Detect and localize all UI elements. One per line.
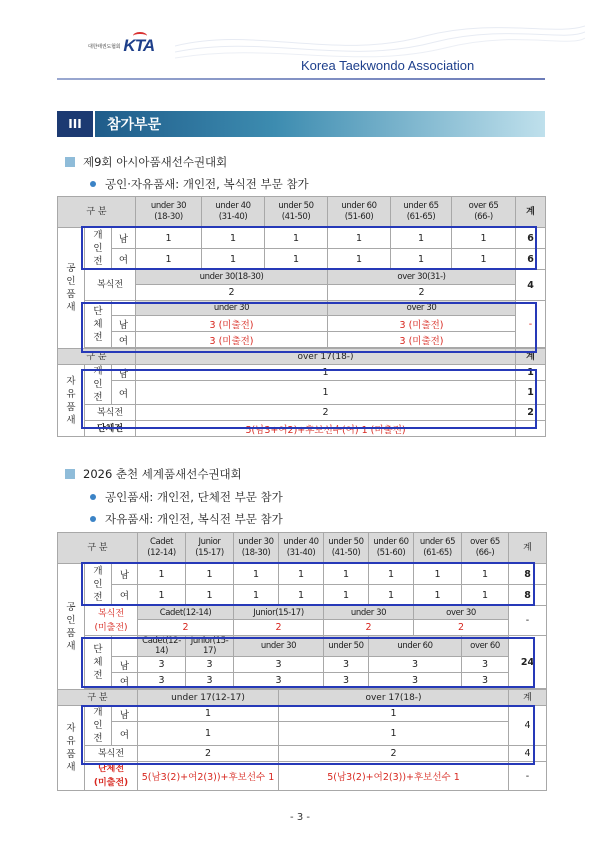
round-bullet-icon <box>90 516 96 522</box>
sub-col-header: under 30 <box>234 636 324 657</box>
table-cell: 5(남3(2)+여2(3))+후보선수 1 <box>138 762 279 791</box>
table-cell: 1 <box>138 706 279 722</box>
total-cell: 4 <box>509 746 547 762</box>
table-cell: 3 <box>186 673 234 689</box>
col-header: over 65 (66-) <box>452 197 516 228</box>
table-cell: 1 <box>462 585 509 606</box>
total-header: 계 <box>516 197 546 228</box>
total-cell: 1 <box>516 381 546 405</box>
table-cell: 3 <box>462 673 509 689</box>
table-cell: 1 <box>462 564 509 585</box>
col-header: under 30 (18-30) <box>234 533 279 564</box>
table-cell: 1 <box>186 564 234 585</box>
total-header: 계 <box>509 690 547 706</box>
total-cell: 1 <box>516 365 546 381</box>
table-cell: 1 <box>202 249 265 270</box>
col-header: under 50 (41-50) <box>324 533 369 564</box>
gubun-header: 구 분 <box>58 349 136 365</box>
danche-label: 단체전 (미출전) <box>85 762 138 791</box>
col-header: over 17(18-) <box>279 690 509 706</box>
table-cell: 3 <box>234 673 324 689</box>
event1-heading: 제9회 아시아품새선수권대회 <box>65 154 227 170</box>
table-cell: 1 <box>138 585 186 606</box>
col-header: under 60 (51-60) <box>328 197 391 228</box>
gubun-header: 구 분 <box>58 197 136 228</box>
table-cell: 1 <box>265 249 328 270</box>
sub-col-header: Junior(15-17) <box>186 636 234 657</box>
col-header: under 40 (31-40) <box>202 197 265 228</box>
gubun-header: 구 분 <box>58 690 138 706</box>
table-cell: 1 <box>186 585 234 606</box>
page-header <box>0 0 600 80</box>
table-cell: 3 <box>138 657 186 673</box>
total-header: 계 <box>516 349 546 365</box>
table-cell: 3 <box>369 673 462 689</box>
gaein-label: 개 인 전 <box>85 228 112 270</box>
table-cell: 3 <box>462 657 509 673</box>
total-cell: 2 <box>516 405 546 421</box>
sub-col-header: under 60 <box>369 636 462 657</box>
danche-label: 단 체 전 <box>85 301 112 348</box>
total-cell: 6 <box>516 228 546 249</box>
gender-label: 남 <box>112 657 138 673</box>
table-cell: 1 <box>328 228 391 249</box>
boksik-label: 복식전 <box>85 405 136 421</box>
total-cell: 8 <box>509 585 547 606</box>
col-header: under 65 (61-65) <box>391 197 452 228</box>
total-cell: 6 <box>516 249 546 270</box>
danche-label: 단 체 전 <box>85 636 112 689</box>
sub-col-header: over 30(31-) <box>328 270 516 285</box>
square-bullet-icon <box>65 469 75 479</box>
total-cell: - <box>509 762 547 791</box>
total-cell: - <box>516 421 546 437</box>
boksik-label: 복식전 (미출전) <box>85 606 138 636</box>
table-cell: 1 <box>136 228 202 249</box>
sub-col-header: Cadet(12-14) <box>138 636 186 657</box>
table-cell: 1 <box>265 228 328 249</box>
table-cell: 3 <box>234 657 324 673</box>
table-cell: 1 <box>452 249 516 270</box>
total-cell: - <box>509 606 547 636</box>
col-header: under 30 (18-30) <box>136 197 202 228</box>
col-header: over 17(18-) <box>136 349 516 365</box>
header-divider <box>57 78 545 80</box>
col-header: under 65 (61-65) <box>414 533 462 564</box>
table-cell: 2 <box>136 285 328 301</box>
table-cell: 3 <box>186 657 234 673</box>
table-cell: 2 <box>234 620 324 636</box>
total-cell: 4 <box>509 706 547 746</box>
boksik-label: 복식전 <box>85 270 136 301</box>
table-cell: 1 <box>414 585 462 606</box>
table-cell: 2 <box>136 405 516 421</box>
table-cell: 1 <box>279 585 324 606</box>
gaein-label: 개 인 전 <box>85 564 112 606</box>
boksik-label: 복식전 <box>85 746 138 762</box>
logo-korean-text: 대한태권도협회 <box>88 43 121 50</box>
table-cell: 1 <box>369 585 414 606</box>
table-cell: 1 <box>138 722 279 746</box>
table-cell: 2 <box>328 285 516 301</box>
sub-col-header: under 30(18-30) <box>136 270 328 285</box>
page-number: - 3 - <box>290 812 310 823</box>
table-cell: 1 <box>324 585 369 606</box>
event2-bullet: 자유품새: 개인전, 복식전 부문 참가 <box>90 511 283 527</box>
col-header: Junior (15-17) <box>186 533 234 564</box>
gongin-label: 공 인 품 새 <box>58 228 85 349</box>
gaein-label: 개 인 전 <box>85 365 112 405</box>
kta-logo <box>88 36 154 56</box>
col-header: under 50 (41-50) <box>265 197 328 228</box>
table-cell: 3 <box>369 657 462 673</box>
col-header: Cadet (12-14) <box>138 533 186 564</box>
event2-heading: 2026 춘천 세계품새선수권대회 <box>65 466 242 482</box>
danche-label: 단체전 <box>85 421 136 437</box>
table-cell: 3 <box>324 657 369 673</box>
event2-table <box>57 532 547 791</box>
table-cell: 1 <box>202 228 265 249</box>
sub-col-header: over 30 <box>328 301 516 316</box>
gender-label: 남 <box>112 564 138 585</box>
table-cell: 1 <box>234 585 279 606</box>
table-cell: 1 <box>234 564 279 585</box>
table-cell: 1 <box>279 564 324 585</box>
table-cell: 3 <box>324 673 369 689</box>
table-cell: 3 (미출전) <box>328 316 516 332</box>
sub-col-header: under 30 <box>324 606 414 620</box>
gender-label: 남 <box>112 316 136 332</box>
table-cell: 1 <box>391 249 452 270</box>
table-cell: 1 <box>279 706 509 722</box>
total-cell: - <box>516 301 546 348</box>
gubun-header: 구 분 <box>58 533 138 564</box>
table-cell: 1 <box>391 228 452 249</box>
table-cell: 2 <box>414 620 509 636</box>
gender-label: 여 <box>112 585 138 606</box>
event1-bullet: 공인·자유품새: 개인전, 복식전 부문 참가 <box>90 176 309 192</box>
square-bullet-icon <box>65 157 75 167</box>
table-cell: 1 <box>279 722 509 746</box>
table-cell: 1 <box>328 249 391 270</box>
table-cell: 5(남3+여2)+후보선수(여) 1 (미출전) <box>136 421 516 437</box>
col-header: under 60 (51-60) <box>369 533 414 564</box>
org-name: Korea Taekwondo Association <box>301 58 475 73</box>
gender-label: 여 <box>112 249 136 270</box>
section-title: 참가부문 <box>95 111 545 137</box>
sub-col-header: under 50 <box>324 636 369 657</box>
jayu-label: 자 유 품 새 <box>58 706 85 791</box>
round-bullet-icon <box>90 181 96 187</box>
gender-label: 여 <box>112 673 138 689</box>
col-header: under 17(12-17) <box>138 690 279 706</box>
table-cell: 1 <box>138 564 186 585</box>
sub-col-header: over 30 <box>414 606 509 620</box>
col-header: over 65 (66-) <box>462 533 509 564</box>
table-cell: 1 <box>136 365 516 381</box>
sub-col-header: under 30 <box>136 301 328 316</box>
sub-col-header: over 60 <box>462 636 509 657</box>
section-number: III <box>57 111 93 137</box>
sub-col-header: Cadet(12-14) <box>138 606 234 620</box>
table-cell: 2 <box>279 746 509 762</box>
table-cell: 3 <box>138 673 186 689</box>
total-cell: 4 <box>516 270 546 301</box>
gender-label: 여 <box>112 332 136 348</box>
gaein-label: 개 인 전 <box>85 706 112 746</box>
table-cell: 5(남3(2)+여2(3))+후보선수 1 <box>279 762 509 791</box>
total-cell: 24 <box>509 636 547 689</box>
total-header: 계 <box>509 533 547 564</box>
logo-kta-mark: KTA <box>123 36 154 56</box>
table-cell: 2 <box>324 620 414 636</box>
table-cell: 2 <box>138 746 279 762</box>
table-cell: 3 (미출전) <box>136 316 328 332</box>
event2-bullet: 공인품새: 개인전, 단체전 부문 참가 <box>90 489 283 505</box>
gender-label: 남 <box>112 228 136 249</box>
table-cell: 1 <box>452 228 516 249</box>
sub-col-header: Junior(15-17) <box>234 606 324 620</box>
table-cell: 1 <box>414 564 462 585</box>
gender-label: 여 <box>112 722 138 746</box>
table-cell: 1 <box>136 381 516 405</box>
section-bar <box>57 111 545 137</box>
round-bullet-icon <box>90 494 96 500</box>
gender-label: 여 <box>112 381 136 405</box>
gongin-label: 공 인 품 새 <box>58 564 85 690</box>
table-cell: 1 <box>136 249 202 270</box>
table-cell: 1 <box>324 564 369 585</box>
event1-table <box>57 196 546 437</box>
gender-label: 남 <box>112 706 138 722</box>
table-cell: 2 <box>138 620 234 636</box>
table-cell: 3 (미출전) <box>328 332 516 348</box>
table-cell: 1 <box>369 564 414 585</box>
col-header: under 40 (31-40) <box>279 533 324 564</box>
gender-label: 남 <box>112 365 136 381</box>
total-cell: 8 <box>509 564 547 585</box>
table-cell: 3 (미출전) <box>136 332 328 348</box>
jayu-label: 자 유 품 새 <box>58 365 85 437</box>
